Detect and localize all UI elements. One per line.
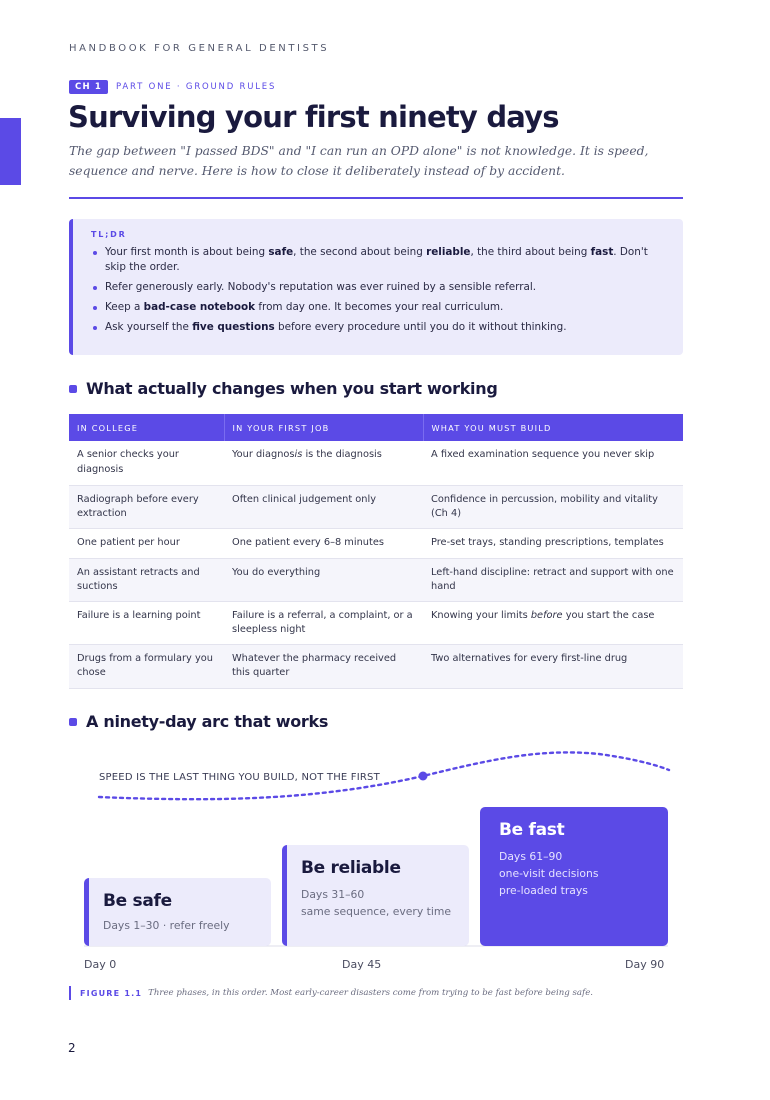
curve-label: SPEED IS THE LAST THING YOU BUILD, NOT THE FIRST xyxy=(99,772,380,783)
comparison-table xyxy=(69,414,683,689)
table-header-row xyxy=(69,414,683,441)
heading-bullet-icon xyxy=(69,385,77,393)
phase-subtitle: Days 31–60 same sequence, every time xyxy=(301,888,452,918)
lede-paragraph: The gap between "I passed BDS" and "I can run an OPD alone" is not knowledge. It is speed, sequence and nerve. Here is how to close it deliberately instead of by accident. xyxy=(69,144,649,178)
table-cell: Whatever the pharmacy received this quarter xyxy=(224,644,423,688)
figure-caption xyxy=(69,986,593,1000)
figure-label: FIGURE 1.1 xyxy=(80,988,143,998)
timeline-day-label: Day 90 xyxy=(625,958,665,971)
timeline-day-label: Day 45 xyxy=(342,958,382,971)
table-cell: Failure is a learning point xyxy=(69,601,224,644)
ninety-day-arc-figure xyxy=(69,740,683,975)
table-row xyxy=(69,644,683,688)
table-cell: An assistant retracts and suctions xyxy=(69,558,224,601)
tldr-label: TL;DR xyxy=(91,230,127,239)
running-head: HANDBOOK FOR GENERAL DENTISTS xyxy=(69,43,330,54)
phase-title: Be fast xyxy=(499,820,565,840)
table-cell: Radiograph before every extraction xyxy=(69,485,224,528)
table-row xyxy=(69,601,683,644)
table-row xyxy=(69,485,683,528)
section-heading-arc xyxy=(69,712,328,731)
section-heading-text: What actually changes when you start working xyxy=(86,379,498,398)
phase-title: Be safe xyxy=(103,891,172,911)
table-cell: Knowing your limits before you start the case xyxy=(423,601,683,644)
table-row xyxy=(69,558,683,601)
chapter-badge: CH 1 xyxy=(69,80,108,94)
column-header: IN COLLEGE xyxy=(69,414,224,441)
tldr-box xyxy=(69,219,683,355)
phase-subtitle: Days 1–30 · refer freely xyxy=(103,919,230,932)
phase-subtitle: Days 61–90 one-visit decisions pre-loaded trays xyxy=(499,850,599,897)
table-cell: Often clinical judgement only xyxy=(224,485,423,528)
chapter-side-tab xyxy=(0,118,21,185)
page-title: Surviving your first ninety days xyxy=(68,100,559,134)
table-cell: Pre-set trays, standing prescriptions, templates xyxy=(423,528,683,558)
page-number: 2 xyxy=(68,1041,76,1055)
column-header: WHAT YOU MUST BUILD xyxy=(423,414,683,441)
heading-bullet-icon xyxy=(69,718,77,726)
section-heading-changes xyxy=(69,379,497,398)
tldr-item: Refer generously early. Nobody's reputation was ever ruined by a sensible referral. xyxy=(91,280,667,295)
title-divider xyxy=(69,197,683,199)
table-cell: Two alternatives for every first-line drug xyxy=(423,644,683,688)
phase-card-fast xyxy=(480,807,668,946)
tldr-item: Keep a bad-case notebook from day one. It becomes your real curriculum. xyxy=(91,300,667,315)
timeline-day-label: Day 0 xyxy=(84,958,117,971)
table-cell: Confidence in percussion, mobility and vitality (Ch 4) xyxy=(423,485,683,528)
speed-curve-marker xyxy=(419,772,428,781)
table-cell: One patient per hour xyxy=(69,528,224,558)
tldr-list xyxy=(91,245,667,335)
table-cell: Left-hand discipline: retract and support with one hand xyxy=(423,558,683,601)
chapter-part: PART ONE · GROUND RULES xyxy=(116,82,277,92)
table-cell: You do everything xyxy=(224,558,423,601)
table-cell: One patient every 6–8 minutes xyxy=(224,528,423,558)
phase-title: Be reliable xyxy=(301,858,401,878)
phase-card-reliable xyxy=(282,845,469,946)
figure-caption-text: Three phases, in this order. Most early-career disasters come from trying to be fast before being safe. xyxy=(148,988,594,998)
table-row xyxy=(69,528,683,558)
table-cell: Your diagnosis is the diagnosis xyxy=(224,441,423,485)
table-cell: Drugs from a formulary you chose xyxy=(69,644,224,688)
table-cell: A fixed examination sequence you never skip xyxy=(423,441,683,485)
column-header: IN YOUR FIRST JOB xyxy=(224,414,423,441)
phase-card-safe xyxy=(84,878,271,946)
chapter-label xyxy=(69,80,276,94)
table-cell: Failure is a referral, a complaint, or a sleepless night xyxy=(224,601,423,644)
tldr-item: Ask yourself the five questions before every procedure until you do it without thinking. xyxy=(91,320,667,335)
table-row xyxy=(69,441,683,485)
table-cell: A senior checks your diagnosis xyxy=(69,441,224,485)
tldr-item: Your first month is about being safe, the second about being reliable, the third about being fast. Don't skip the order. xyxy=(91,245,667,275)
section-heading-text: A ninety-day arc that works xyxy=(86,712,329,731)
